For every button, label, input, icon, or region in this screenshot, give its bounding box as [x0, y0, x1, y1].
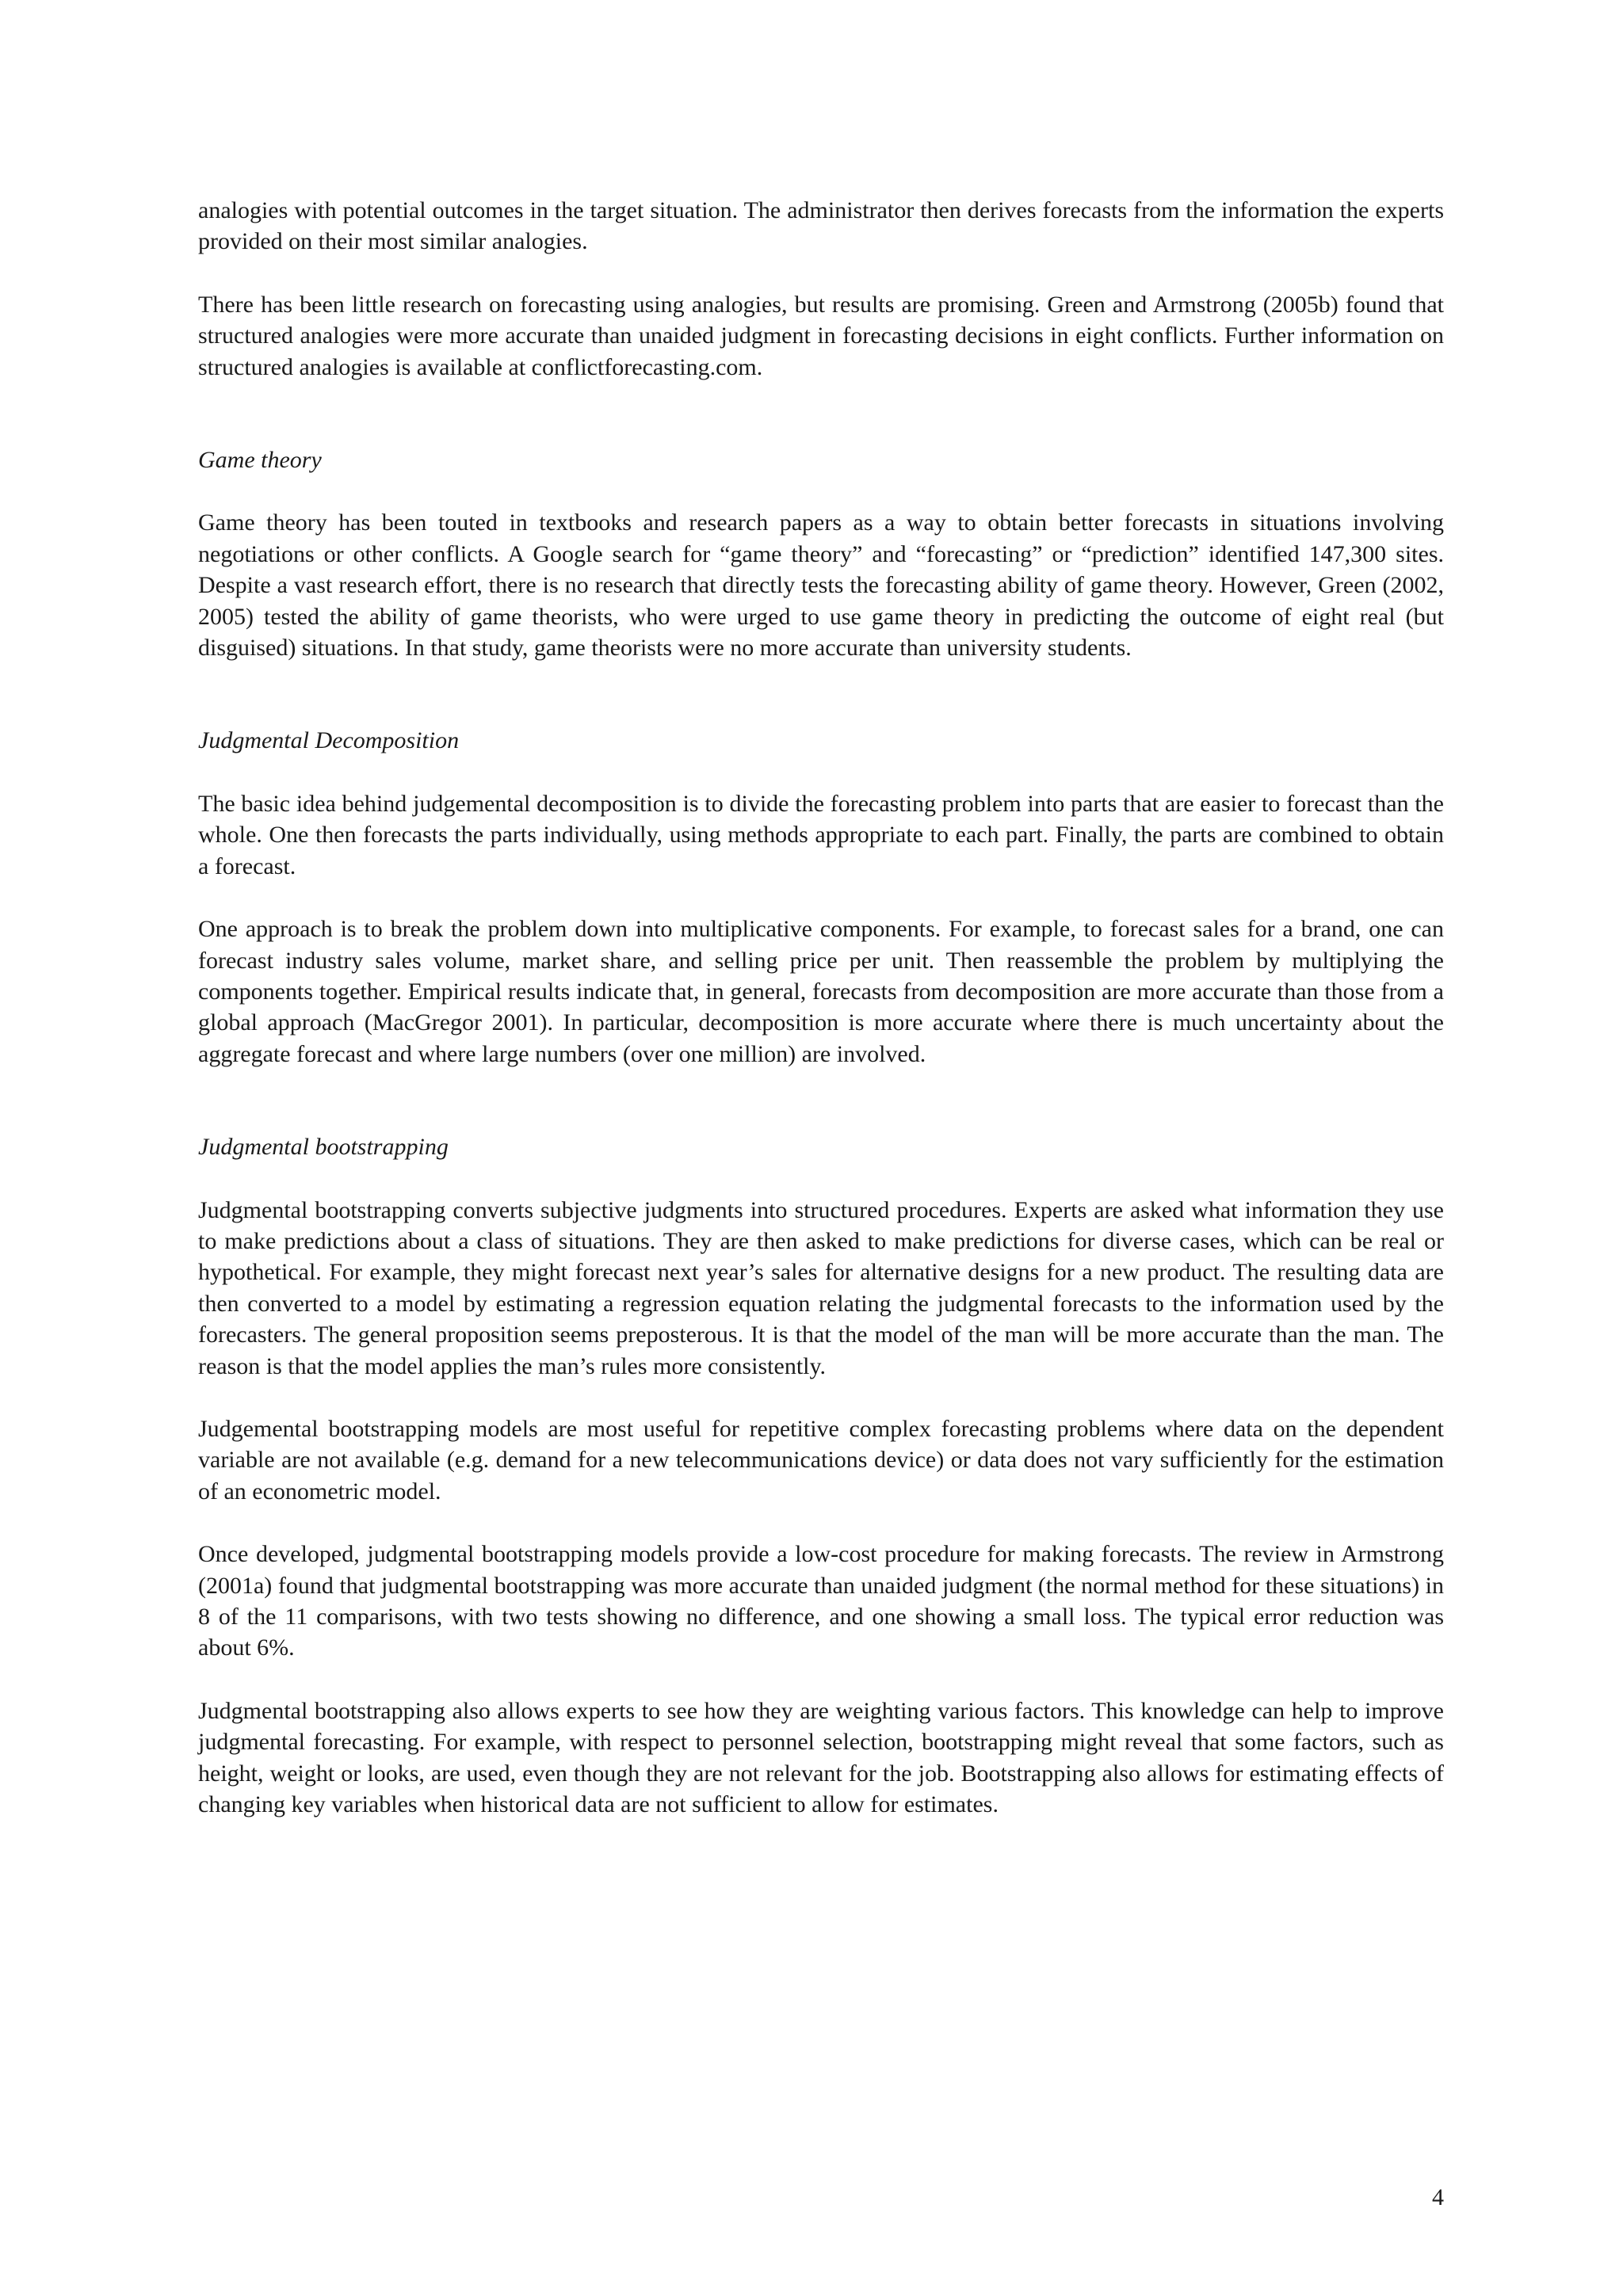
paragraph-bootstrapping-review: Once developed, judgmental bootstrapping models provide a low-cost procedure for making forecasts. The review in Armstrong (2001a) found that judgmental bootstrapping was more accurate than unaided judgment (the normal method for these situations) in 8 of the 11 comparisons, with two tests showing no difference, and one showing a small loss. The typical error reduction was about 6%.: [198, 1541, 1444, 1661]
section-heading-judgmental-bootstrapping: Judgmental bootstrapping: [198, 1134, 449, 1161]
paragraph-analogies-continued: analogies with potential outcomes in the target situation. The administrator then derives forecasts from the information the experts provided on their most similar analogies.: [198, 197, 1444, 255]
paragraph-analogies-research: There has been little research on forecasting using analogies, but results are promising. Green and Armstrong (2005b) found that structured analogies were more accurate than unaided judgment in forecasting decisions in eight conflicts. Further information on structured analogies is available at conflictforecasting.com.: [198, 291, 1444, 380]
paragraph-bootstrapping-usefulness: Judgemental bootstrapping models are most useful for repetitive complex forecasting problems where data on the dependent variable are not available (e.g. demand for a new telecommunications device) or data does not vary sufficiently for the estimation of an econometric model.: [198, 1415, 1444, 1505]
section-heading-game-theory: Game theory: [198, 447, 322, 474]
paragraph-bootstrapping-intro: Judgmental bootstrapping converts subjective judgments into structured procedures. Experts are asked what information they use to make predictions about a class of situations. They are then asked to make predictions for diverse cases, which can be real or hypothetical. For example, they might forecast next year’s sales for alternative designs for a new product. The resulting data are then converted to a model by estimating a regression equation relating the judgmental forecasts to the information used by the forecasters. The general proposition seems preposterous. It is that the model of the man will be more accurate than the man. The reason is that the model applies the man’s rules more consistently.: [198, 1196, 1444, 1379]
page-number: 4: [1432, 2184, 1444, 2210]
paragraph-decomposition-approach: One approach is to break the problem down into multiplicative components. For example, to forecast sales for a brand, one can forecast industry sales volume, market share, and selling price per unit. Then reassemble the problem by multiplying the components together. Empirical results indicate that, in general, forecasts from decomposition are more accurate than those from a global approach (MacGregor 2001). In particular, decomposition is more accurate where there is much uncertainty about the aggregate forecast and where large numbers (over one million) are involved.: [198, 916, 1444, 1067]
page-body: [198, 195, 1444, 1820]
paragraph-decomposition-idea: The basic idea behind judgemental decomposition is to divide the forecasting problem into parts that are easier to forecast than the whole. One then forecasts the parts individually, using methods appropriate to each part. Finally, the parts are combined to obtain a forecast.: [198, 790, 1444, 879]
section-heading-judgmental-decomposition: Judgmental Decomposition: [198, 727, 460, 754]
paragraph-bootstrapping-weighting: Judgmental bootstrapping also allows experts to see how they are weighting various factors. This knowledge can help to improve judgmental forecasting. For example, with respect to personnel selection, bootstrapping might reveal that some factors, such as height, weight or looks, are used, even though they are not relevant for the job. Bootstrapping also allows for estimating effects of changing key variables when historical data are not sufficient to allow for estimates.: [198, 1697, 1444, 1818]
paragraph-game-theory: Game theory has been touted in textbooks and research papers as a way to obtain better forecasts in situations involving negotiations or other conflicts. A Google search for “game theory” and “forecasting” or “prediction” identified 147,300 sites. Despite a vast research effort, there is no research that directly tests the forecasting ability of game theory. However, Green (2002, 2005) tested the ability of game theorists, who were urged to use game theory in predicting the outcome of eight real (but disguised) situations. In that study, game theorists were no more accurate than university students.: [198, 509, 1444, 662]
